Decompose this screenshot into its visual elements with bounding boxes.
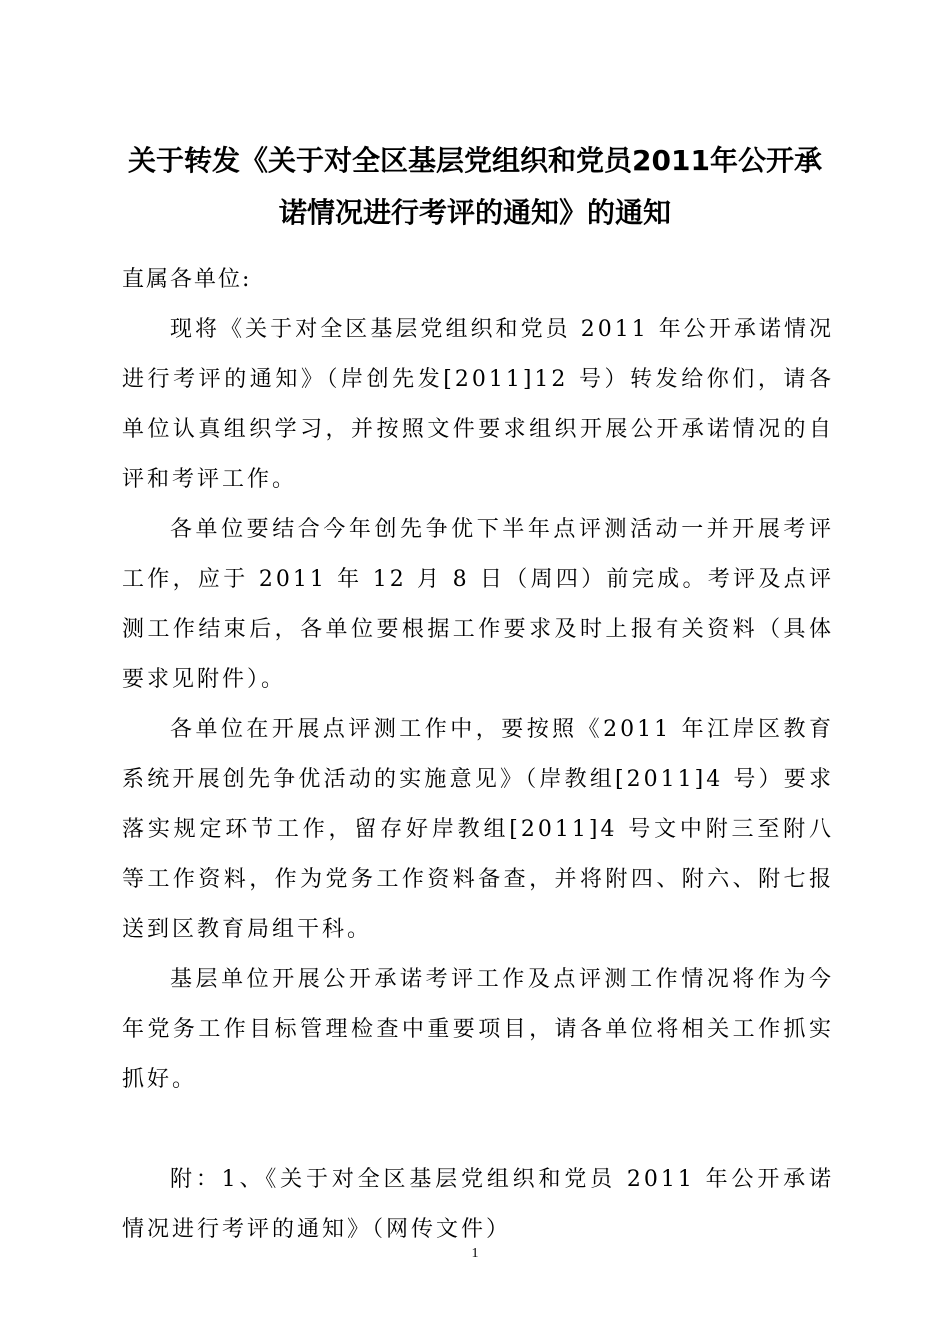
page-number: 1 — [471, 1246, 479, 1261]
paragraph-4: 基层单位开展公开承诺考评工作及点评测工作情况将作为今年党务工作目标管理检查中重要项目，请各单位将相关工作抓实抓好。 — [122, 967, 834, 1092]
document-body — [122, 255, 834, 1255]
salutation: 直属各单位: — [122, 267, 252, 292]
spacer — [122, 1105, 834, 1155]
title-line-1: 关于转发《关于对全区基层党组织和党员2011年公开承 — [128, 144, 822, 177]
paragraph-3: 各单位在开展点评测工作中，要按照《2011 年江岸区教育系统开展创先争优活动的实施意见》（岸教组[2011]4 号）要求落实规定环节工作，留存好岸教组[2011]4 号文中附三至附八等工作资料，作为党务工作资料备查，并将附四、附六、附七报送到区教育局组干科。 — [122, 717, 834, 942]
paragraph-2: 各单位要结合今年创先争优下半年点评测活动一并开展考评工作，应于 2011 年 12 月 8 日（周四）前完成。考评及点评测工作结束后，各单位要根据工作要求及时上报有关资料（具体要求见附件）。 — [122, 517, 834, 692]
attachment-note: 附：1、《关于对全区基层党组织和党员 2011 年公开承诺情况进行考评的通知》（网传文件） — [122, 1167, 834, 1242]
paragraph-1: 现将《关于对全区基层党组织和党员 2011 年公开承诺情况进行考评的通知》（岸创先发[2011]12 号）转发给你们，请各单位认真组织学习，并按照文件要求组织开展公开承诺情况的自评和考评工作。 — [122, 317, 834, 492]
title-line-2: 诺情况进行考评的通知》的通知 — [278, 196, 671, 229]
document-title — [80, 135, 870, 239]
